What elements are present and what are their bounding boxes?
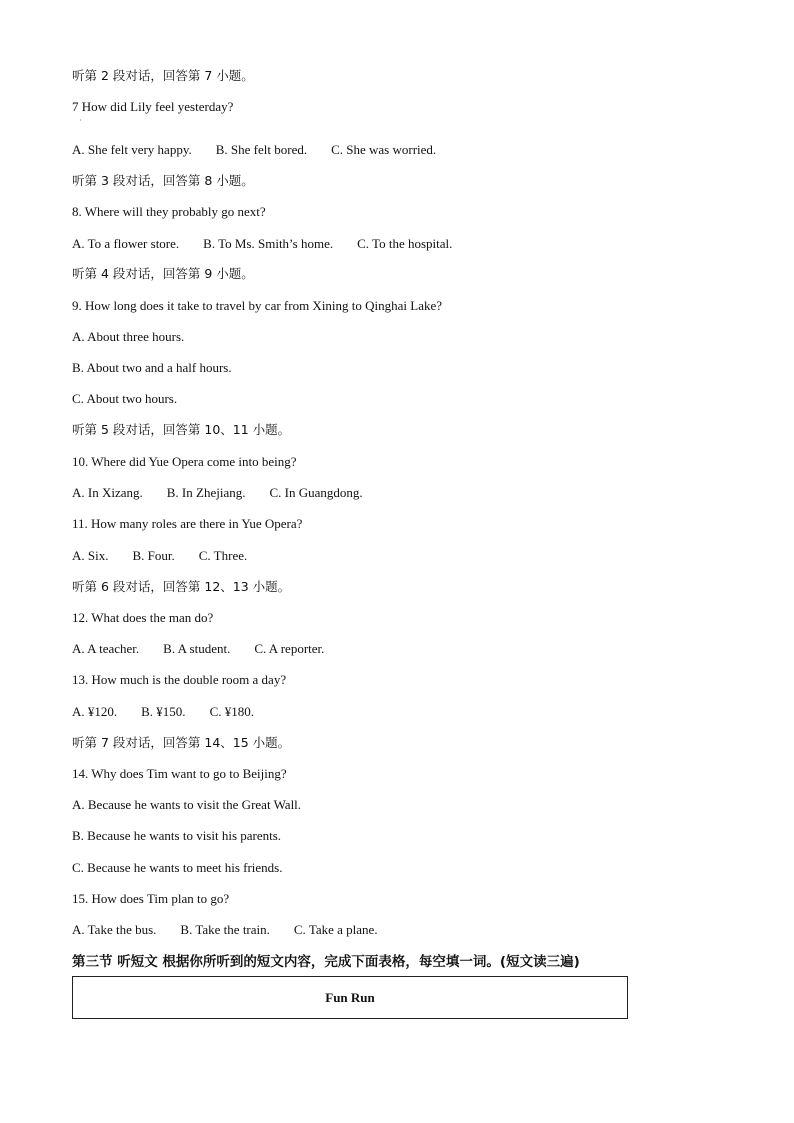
- question-line: C. About two hours.: [72, 391, 178, 406]
- answer-option: B. ¥150.: [141, 704, 186, 719]
- answer-option: A. She felt very happy.: [72, 142, 192, 157]
- section-heading: 第三节 听短文 根据你所听到的短文内容，完成下面表格，每空填一词。(短文读三遍): [72, 954, 580, 970]
- question-line: 9. How long does it take to travel by car from Xining to Qinghai Lake?: [72, 298, 443, 313]
- question-line: 10. Where did Yue Opera come into being?: [72, 454, 297, 469]
- options-row: [72, 236, 452, 252]
- answer-option: B. She felt bored.: [215, 142, 308, 157]
- question-line: 14. Why does Tim want to go to Beijing?: [72, 766, 287, 781]
- answer-option: B. Take the train.: [180, 922, 270, 937]
- answer-option: B. In Zhejiang.: [166, 485, 246, 500]
- question-line: 13. How much is the double room a day?: [72, 672, 287, 687]
- answer-option: A. ¥120.: [72, 704, 118, 719]
- answer-option: B. A student.: [163, 641, 231, 656]
- dialogue-instruction: 听第 5 段对话，回答第 10、11 小题。: [72, 422, 291, 437]
- question-line: C. Because he wants to meet his friends.: [72, 860, 283, 875]
- answer-option: C. Three.: [198, 548, 248, 563]
- question-line: 8. Where will they probably go next?: [72, 204, 266, 219]
- answer-option: A. Six.: [72, 548, 109, 563]
- answer-option: C. A reporter.: [254, 641, 325, 656]
- question-line: 12. What does the man do?: [72, 610, 214, 625]
- question-line: A. Because he wants to visit the Great Wall.: [72, 797, 302, 812]
- options-row: [72, 485, 363, 501]
- question-line: B. Because he wants to visit his parents.: [72, 828, 282, 843]
- answer-option: C. To the hospital.: [357, 236, 453, 251]
- answer-option: A. To a flower store.: [72, 236, 180, 251]
- answer-option: B. To Ms. Smith’s home.: [203, 236, 334, 251]
- dialogue-instruction: 听第 4 段对话，回答第 9 小题。: [72, 266, 254, 281]
- question-line: 11. How many roles are there in Yue Opera?: [72, 516, 303, 531]
- question-line: B. About two and a half hours.: [72, 360, 232, 375]
- answer-option: C. Take a plane.: [293, 922, 378, 937]
- dialogue-instruction: 听第 3 段对话，回答第 8 小题。: [72, 173, 254, 188]
- question-line: 15. How does Tim plan to go?: [72, 891, 230, 906]
- question-line: 7 How did Lily feel yesterday?: [72, 99, 234, 114]
- answer-option: A. In Xizang.: [72, 485, 143, 500]
- dialogue-instruction: 听第 2 段对话，回答第 7 小题。: [72, 68, 254, 83]
- options-row: [72, 548, 247, 564]
- answer-option: B. Four.: [132, 548, 175, 563]
- stray-dot: ·: [79, 116, 82, 125]
- options-row: [72, 704, 254, 720]
- answer-option: A. A teacher.: [72, 641, 140, 656]
- answer-option: C. In Guangdong.: [269, 485, 363, 500]
- options-row: [72, 142, 436, 158]
- answer-option: C. ¥180.: [209, 704, 254, 719]
- table-title: Fun Run: [325, 989, 375, 1005]
- answer-option: A. Take the bus.: [72, 922, 157, 937]
- fun-run-table: [72, 976, 628, 1019]
- answer-option: C. She was worried.: [331, 142, 437, 157]
- question-line: A. About three hours.: [72, 329, 185, 344]
- options-row: [72, 641, 324, 657]
- dialogue-instruction: 听第 6 段对话，回答第 12、13 小题。: [72, 579, 291, 594]
- dialogue-instruction: 听第 7 段对话，回答第 14、15 小题。: [72, 735, 291, 750]
- options-row: [72, 922, 378, 938]
